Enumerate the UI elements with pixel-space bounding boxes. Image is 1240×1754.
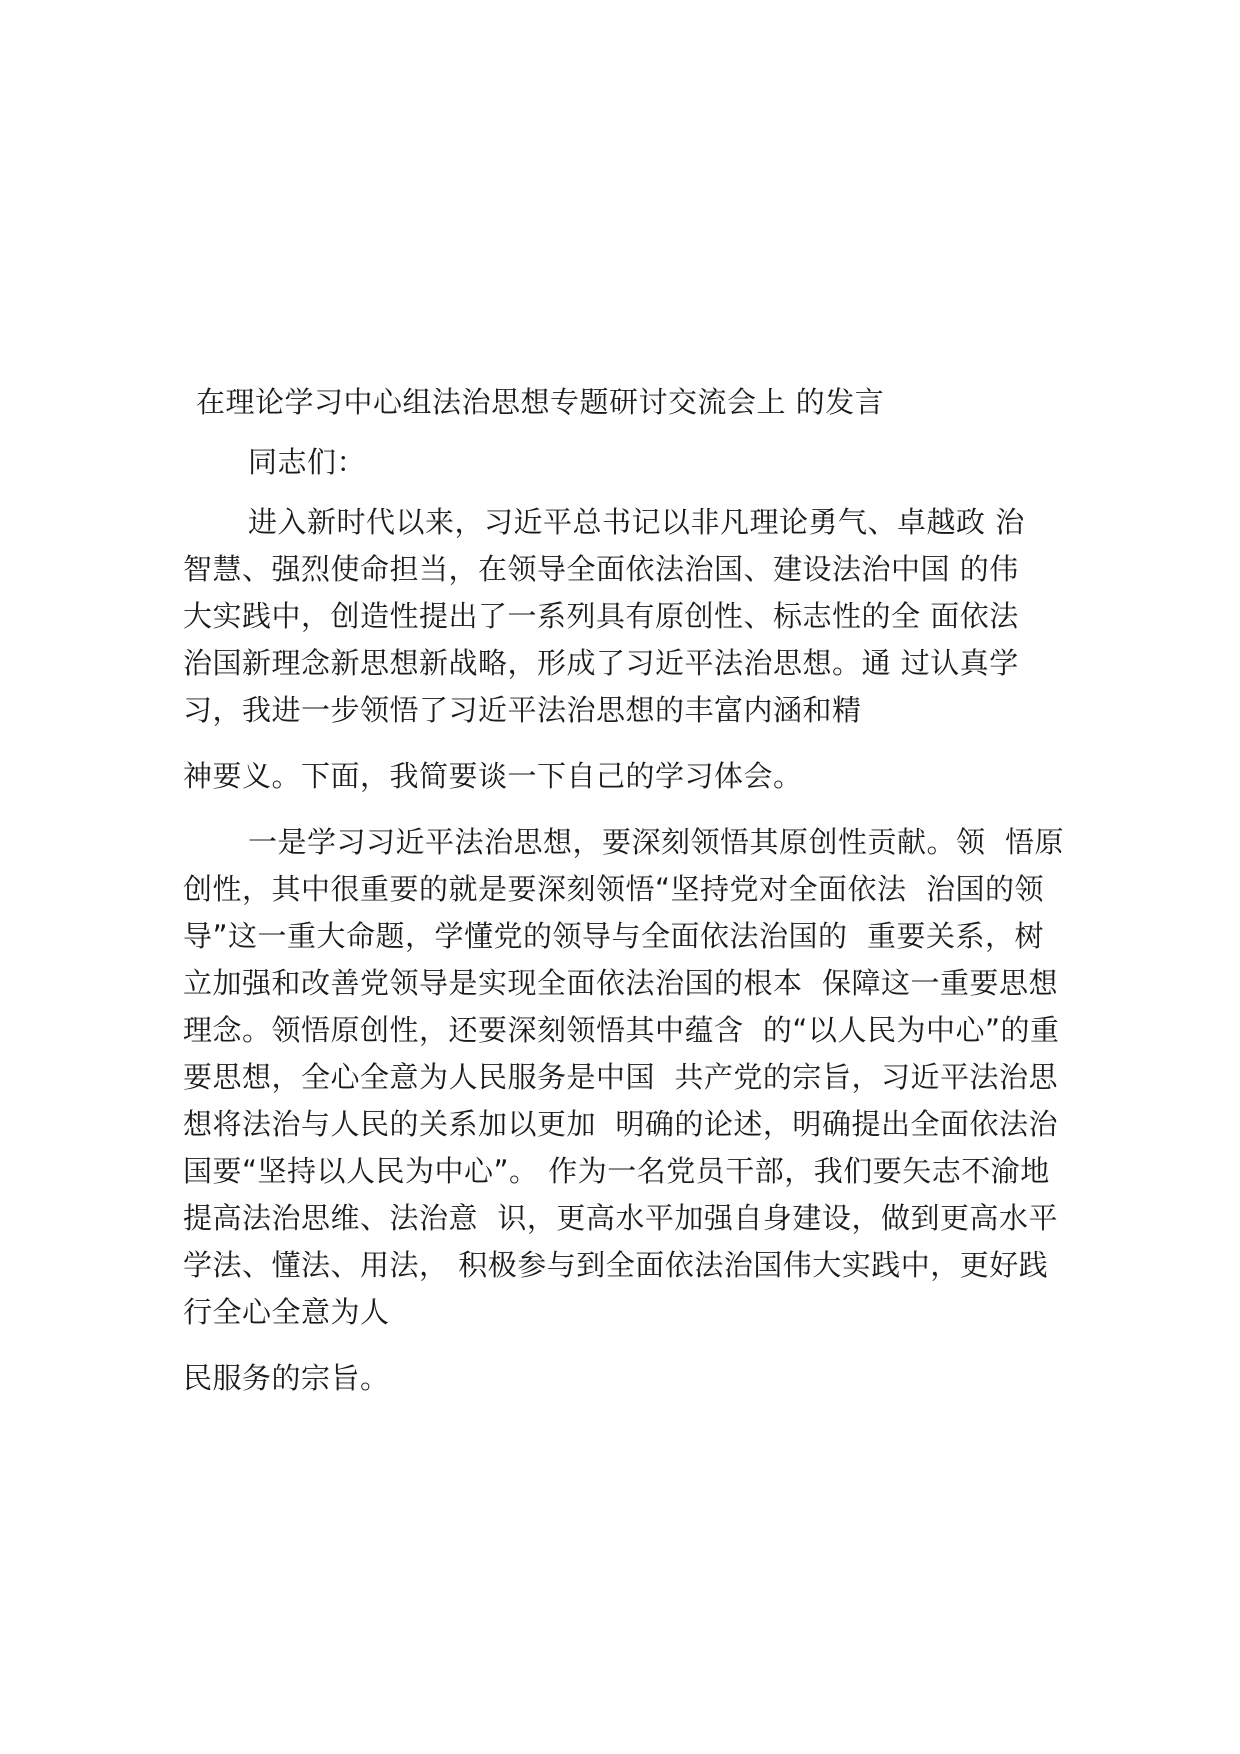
document-title: 在理论学习中心组法治思想专题研讨交流会上 的发言 [196,385,885,419]
paragraph-2-line: 提高法治思维、法治意 识，更高水平加强自身建设，做到更高水平 [183,1201,1058,1235]
paragraph-1-line: 神要义。下面，我简要谈一下自己的学习体会。 [183,759,803,793]
paragraph-2-line: 民服务的宗旨。 [183,1361,390,1395]
paragraph-2-line: 要思想，全心全意为人民服务是中国 共产党的宗旨，习近平法治思 [183,1060,1058,1094]
paragraph-2-line: 国要“坚持以人民为中心”。 作为一名党员干部，我们要矢志不渝地 [183,1154,1050,1188]
paragraph-2-line: 创性，其中很重要的就是要深刻领悟“坚持党对全面依法 治国的领 [183,872,1044,906]
paragraph-1-line: 治国新理念新思想新战略，形成了习近平法治思想。通 过认真学 [183,646,1019,680]
paragraph-1-line: 智慧、强烈使命担当，在领导全面依法治国、建设法治中国 的伟 [183,552,1019,586]
salutation: 同志们： [248,445,367,479]
paragraph-2-line: 一是学习习近平法治思想，要深刻领悟其原创性贡献。领 悟原 [248,825,1064,859]
paragraph-1-line: 习，我进一步领悟了习近平法治思想的丰富内涵和精 [183,693,862,727]
paragraph-2-line: 理念。领悟原创性，还要深刻领悟其中蕴含 的“以人民为中心”的重 [183,1013,1060,1047]
paragraph-2-line: 立加强和改善党领导是实现全面依法治国的根本 保障这一重要思想 [183,966,1058,1000]
paragraph-1-line: 进入新时代以来，习近平总书记以非凡理论勇气、卓越政 治 [248,505,1025,539]
paragraph-2-line: 想将法治与人民的关系加以更加 明确的论述，明确提出全面依法治 [183,1107,1058,1141]
paragraph-2-line: 导”这一重大命题，学懂党的领导与全面依法治国的 重要关系，树 [183,919,1044,953]
paragraph-2-line: 行全心全意为人 [183,1295,390,1329]
paragraph-1-line: 大实践中，创造性提出了一系列具有原创性、标志性的全 面依法 [183,599,1019,633]
paragraph-2-line: 学法、懂法、用法， 积极参与到全面依法治国伟大实践中，更好践 [183,1248,1049,1282]
